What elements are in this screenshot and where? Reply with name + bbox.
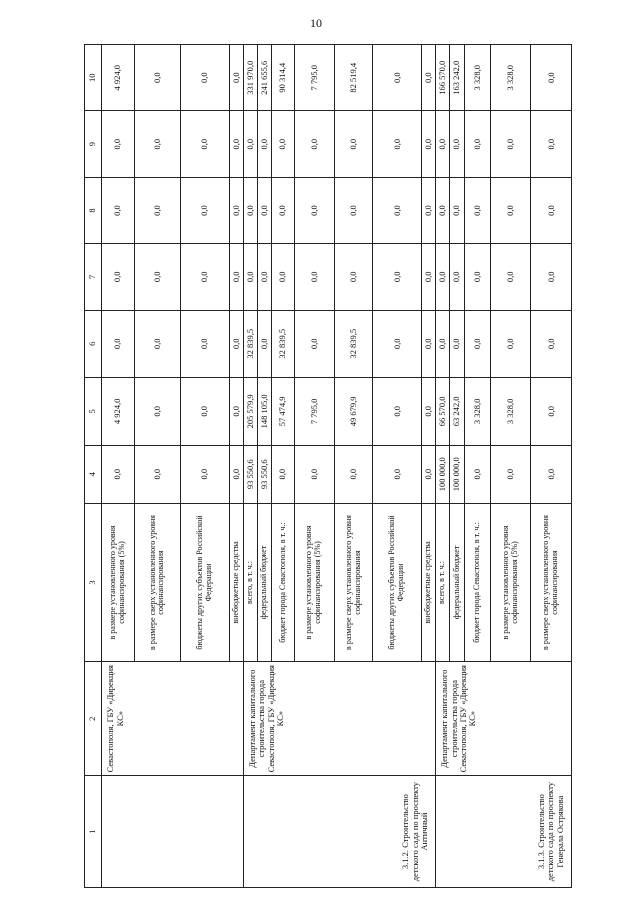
amount-cell: 0,0 <box>134 378 181 446</box>
amount-cell: 0,0 <box>422 244 436 310</box>
header-row <box>85 45 102 888</box>
amount-cell: 93 550,6 <box>258 445 272 503</box>
amount-cell: 32 839,5 <box>335 310 373 378</box>
column-number-header: 10 <box>85 45 102 111</box>
rotated-table-wrapper <box>84 44 572 888</box>
amount-cell: 0,0 <box>335 244 373 310</box>
executor-cell: Департамент капитального строительства города Севастополя, ГБУ «Дирекция КС» <box>243 662 435 776</box>
amount-cell: 0,0 <box>422 45 436 111</box>
amount-cell: 0,0 <box>181 111 230 177</box>
funding-source-cell: бюджеты других субъектов Российской Федерации <box>181 503 230 661</box>
amount-cell: 0,0 <box>436 111 450 177</box>
funding-source-cell: в размере установленного уровня софинансирования (5%) <box>102 503 134 661</box>
amount-cell: 3 328,0 <box>464 45 490 111</box>
amount-cell: 93 550,6 <box>243 445 257 503</box>
amount-cell: 0,0 <box>229 111 243 177</box>
amount-cell: 0,0 <box>134 111 181 177</box>
amount-cell: 0,0 <box>134 45 181 111</box>
amount-cell: 0,0 <box>450 244 464 310</box>
amount-cell: 0,0 <box>258 111 272 177</box>
amount-cell: 32 839,5 <box>272 310 294 378</box>
amount-cell: 0,0 <box>436 177 450 243</box>
amount-cell: 3 328,0 <box>490 378 530 446</box>
amount-cell: 163 242,0 <box>450 45 464 111</box>
amount-cell: 57 474,9 <box>272 378 294 446</box>
amount-cell: 0,0 <box>490 244 530 310</box>
funding-source-cell: в размере сверх установленного уровня софинансирования <box>134 503 181 661</box>
amount-cell: 0,0 <box>258 244 272 310</box>
amount-cell: 0,0 <box>258 177 272 243</box>
table-row <box>436 45 450 888</box>
amount-cell: 0,0 <box>181 310 230 378</box>
amount-cell: 0,0 <box>373 445 422 503</box>
column-number-header: 4 <box>85 445 102 503</box>
amount-cell: 0,0 <box>181 378 230 446</box>
amount-cell: 0,0 <box>531 177 572 243</box>
amount-cell: 7 795,0 <box>294 45 334 111</box>
amount-cell: 0,0 <box>450 177 464 243</box>
amount-cell: 0,0 <box>373 378 422 446</box>
object-name-cell: 3.1.2. Строительство детского сада по проспекту Античный <box>243 776 435 888</box>
amount-cell: 4 924,0 <box>102 378 134 446</box>
amount-cell: 0,0 <box>464 244 490 310</box>
amount-cell: 0,0 <box>272 445 294 503</box>
amount-cell: 63 242,0 <box>450 378 464 446</box>
column-number-header: 5 <box>85 378 102 446</box>
amount-cell: 0,0 <box>531 244 572 310</box>
funding-source-cell: бюджеты других субъектов Российской Федерации <box>373 503 422 661</box>
funding-source-cell: федеральный бюджет <box>450 503 464 661</box>
column-number-header: 2 <box>85 662 102 776</box>
amount-cell: 66 570,0 <box>436 378 450 446</box>
amount-cell: 0,0 <box>229 310 243 378</box>
amount-cell: 0,0 <box>422 445 436 503</box>
amount-cell: 4 924,0 <box>102 45 134 111</box>
amount-cell: 0,0 <box>464 177 490 243</box>
amount-cell: 0,0 <box>294 111 334 177</box>
amount-cell: 0,0 <box>229 177 243 243</box>
column-number-header: 3 <box>85 503 102 661</box>
amount-cell: 0,0 <box>294 177 334 243</box>
funding-source-cell: в размере установленного уровня софинансирования (5%) <box>490 503 530 661</box>
column-number-header: 6 <box>85 310 102 378</box>
amount-cell: 0,0 <box>181 244 230 310</box>
amount-cell: 241 655,6 <box>258 45 272 111</box>
amount-cell: 0,0 <box>335 111 373 177</box>
amount-cell: 0,0 <box>243 244 257 310</box>
amount-cell: 0,0 <box>531 378 572 446</box>
amount-cell: 0,0 <box>243 111 257 177</box>
amount-cell: 0,0 <box>229 445 243 503</box>
amount-cell: 0,0 <box>294 244 334 310</box>
amount-cell: 0,0 <box>102 445 134 503</box>
amount-cell: 82 519,4 <box>335 45 373 111</box>
page-number: 10 <box>310 16 322 30</box>
amount-cell: 0,0 <box>450 111 464 177</box>
amount-cell: 0,0 <box>436 310 450 378</box>
amount-cell: 331 970,0 <box>243 45 257 111</box>
amount-cell: 0,0 <box>102 244 134 310</box>
amount-cell: 0,0 <box>294 445 334 503</box>
amount-cell: 0,0 <box>531 445 572 503</box>
amount-cell: 0,0 <box>373 244 422 310</box>
amount-cell: 0,0 <box>490 445 530 503</box>
table-row <box>102 45 134 888</box>
column-number-header: 9 <box>85 111 102 177</box>
amount-cell: 0,0 <box>335 177 373 243</box>
amount-cell: 0,0 <box>450 310 464 378</box>
amount-cell: 0,0 <box>181 45 230 111</box>
amount-cell: 0,0 <box>436 244 450 310</box>
amount-cell: 0,0 <box>464 111 490 177</box>
amount-cell: 0,0 <box>229 378 243 446</box>
amount-cell: 0,0 <box>373 310 422 378</box>
amount-cell: 0,0 <box>294 310 334 378</box>
funding-source-cell: всего, в т. ч.: <box>243 503 257 661</box>
funding-source-cell: бюджет города Севастополя, в т. ч.: <box>464 503 490 661</box>
amount-cell: 0,0 <box>422 378 436 446</box>
amount-cell: 0,0 <box>181 445 230 503</box>
amount-cell: 0,0 <box>102 177 134 243</box>
amount-cell: 32 839,5 <box>243 310 257 378</box>
funding-table-body <box>85 45 572 888</box>
column-number-header: 1 <box>85 776 102 888</box>
amount-cell: 0,0 <box>490 310 530 378</box>
amount-cell: 0,0 <box>422 310 436 378</box>
amount-cell: 0,0 <box>272 111 294 177</box>
executor-cell: Департамент капитального строительства города Севастополя, ГБУ «Дирекция КС» <box>436 662 572 776</box>
amount-cell: 0,0 <box>490 177 530 243</box>
amount-cell: 0,0 <box>272 177 294 243</box>
amount-cell: 0,0 <box>134 310 181 378</box>
amount-cell: 0,0 <box>258 310 272 378</box>
rotated-table-area <box>84 44 572 888</box>
amount-cell: 0,0 <box>490 111 530 177</box>
amount-cell: 100 000,0 <box>450 445 464 503</box>
amount-cell: 3 328,0 <box>464 378 490 446</box>
amount-cell: 7 795,0 <box>294 378 334 446</box>
amount-cell: 0,0 <box>134 177 181 243</box>
object-name-cell: 3.1.3. Строительство детского сада по проспекту Генерала Острякова <box>436 776 572 888</box>
amount-cell: 49 679,9 <box>335 378 373 446</box>
executor-cell: Севастополя, ГБУ «Дирекция КС» <box>102 662 244 776</box>
amount-cell: 0,0 <box>243 177 257 243</box>
amount-cell: 0,0 <box>531 310 572 378</box>
table-row <box>243 45 257 888</box>
amount-cell: 0,0 <box>422 111 436 177</box>
amount-cell: 0,0 <box>134 445 181 503</box>
funding-source-cell: федеральный бюджет <box>258 503 272 661</box>
amount-cell: 3 328,0 <box>490 45 530 111</box>
amount-cell: 0,0 <box>335 445 373 503</box>
amount-cell: 0,0 <box>272 244 294 310</box>
amount-cell: 166 570,0 <box>436 45 450 111</box>
amount-cell: 205 579,9 <box>243 378 257 446</box>
amount-cell: 0,0 <box>531 45 572 111</box>
amount-cell: 0,0 <box>181 177 230 243</box>
amount-cell: 0,0 <box>102 310 134 378</box>
funding-source-cell: в размере сверх установленного уровня софинансирования <box>335 503 373 661</box>
amount-cell: 0,0 <box>102 111 134 177</box>
amount-cell: 0,0 <box>373 177 422 243</box>
amount-cell: 0,0 <box>464 310 490 378</box>
amount-cell: 0,0 <box>229 244 243 310</box>
amount-cell: 0,0 <box>373 45 422 111</box>
object-name-cell <box>102 776 244 888</box>
amount-cell: 148 105,0 <box>258 378 272 446</box>
funding-source-cell: в размере сверх установленного уровня софинансирования <box>531 503 572 661</box>
funding-table <box>84 44 572 888</box>
amount-cell: 0,0 <box>422 177 436 243</box>
amount-cell: 0,0 <box>464 445 490 503</box>
amount-cell: 90 314,4 <box>272 45 294 111</box>
funding-source-cell: бюджет города Севастополя, в т. ч.: <box>272 503 294 661</box>
column-number-header: 8 <box>85 177 102 243</box>
amount-cell: 100 000,0 <box>436 445 450 503</box>
funding-source-cell: в размере установленного уровня софинансирования (5%) <box>294 503 334 661</box>
amount-cell: 0,0 <box>134 244 181 310</box>
funding-source-cell: всего, в т. ч.: <box>436 503 450 661</box>
amount-cell: 0,0 <box>373 111 422 177</box>
amount-cell: 0,0 <box>531 111 572 177</box>
amount-cell: 0,0 <box>229 45 243 111</box>
funding-source-cell: внебюджетные средства <box>422 503 436 661</box>
funding-source-cell: внебюджетные средства <box>229 503 243 661</box>
column-number-header: 7 <box>85 244 102 310</box>
